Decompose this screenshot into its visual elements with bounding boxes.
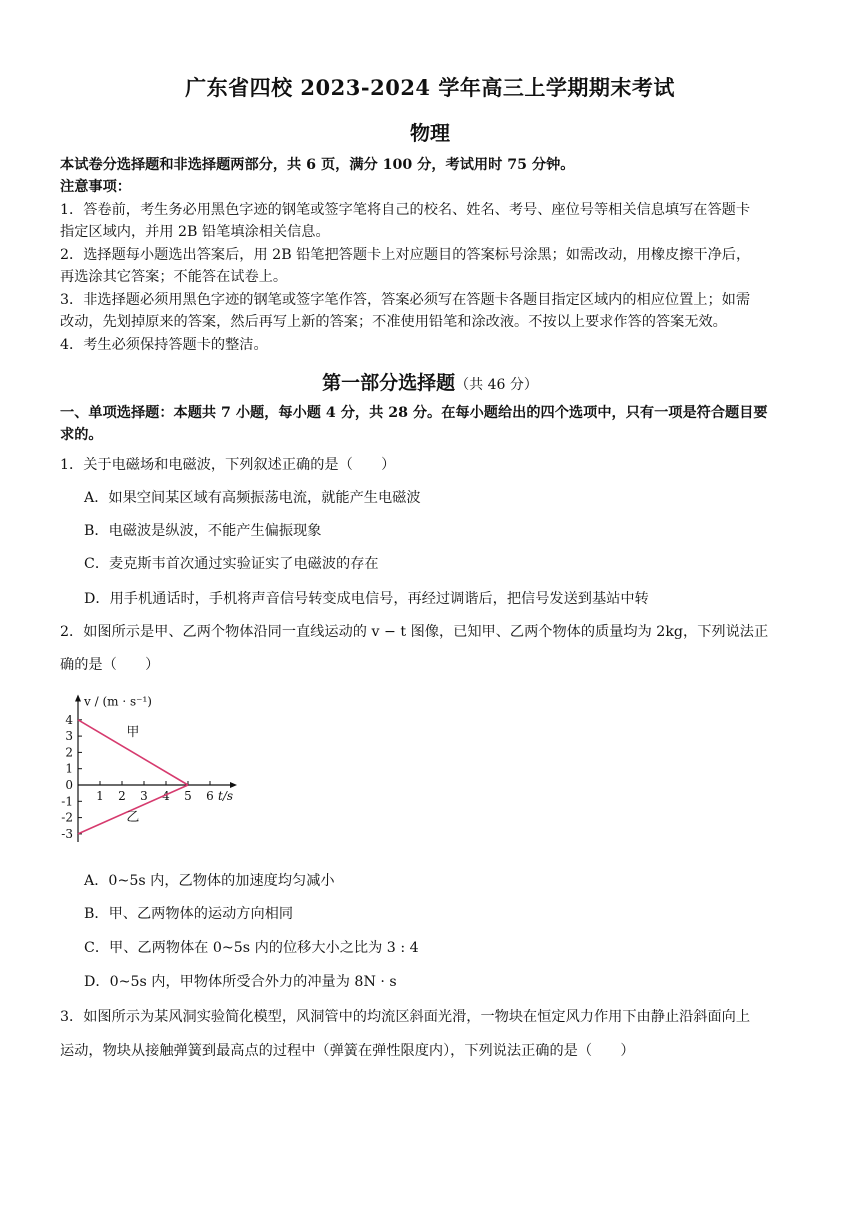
x-axis-arrow xyxy=(230,782,237,788)
notice-line: 4．考生必须保持答题卡的整洁。 xyxy=(60,337,268,353)
question-option: D．0~5s 内，甲物体所受合外力的冲量为 8N · s xyxy=(84,974,397,990)
vt-graph xyxy=(58,686,258,851)
y-tick-label: 1 xyxy=(65,761,73,776)
y-tick-label: 3 xyxy=(65,729,73,744)
subject-title: 物理 xyxy=(410,121,450,145)
y-tick-label: -3 xyxy=(61,826,73,841)
question-option: A．如果空间某区域有高频振荡电流，就能产生电磁波 xyxy=(84,490,421,506)
question-option: A．0~5s 内，乙物体的加速度均匀减小 xyxy=(84,873,335,889)
question-option: D．用手机通话时，手机将声音信号转变成电信号，再经过调谐后，把信号发送到基站中转 xyxy=(84,591,649,607)
question-stem: 确的是（ ） xyxy=(60,657,160,673)
notice-line: 指定区域内，并用 2B 铅笔填涂相关信息。 xyxy=(60,224,330,240)
notice-line: 改动，先划掉原来的答案，然后再写上新的答案；不准使用铅笔和涂改液。不按以上要求作答的答案无效。 xyxy=(60,314,727,330)
notice-line: 1．答卷前，考生务必用黑色字迹的钢笔或签字笔将自己的校名、姓名、考号、座位号等相关信息填写在答题卡 xyxy=(60,202,751,218)
y-tick-label: -1 xyxy=(61,794,73,809)
question-stem: 运动，物块从接触弹簧到最高点的过程中（弹簧在弹性限度内），下列说法正确的是（ ） xyxy=(60,1043,635,1059)
question-option: C．麦克斯韦首次通过实验证实了电磁波的存在 xyxy=(84,556,379,572)
exam-title: 广东省四校 2023-2024 学年高三上学期期末考试 xyxy=(185,75,675,100)
section-title-text: 第一部分选择题 xyxy=(322,372,456,394)
y-axis-label: v / (m · s⁻¹) xyxy=(84,694,152,709)
question-stem: 2．如图所示是甲、乙两个物体沿同一直线运动的 v − t 图像，已知甲、乙两个物体的质量均为 2kg，下列说法正 xyxy=(60,624,769,640)
question-option: B．电磁波是纵波，不能产生偏振现象 xyxy=(84,523,322,539)
x-tick-label: 4 xyxy=(162,789,170,803)
section-instruction: 求的。 xyxy=(60,427,103,443)
section-instruction: 一、单项选择题：本题共 7 小题，每小题 4 分，共 28 分。在每小题给出的四个选项中，只有一项是符合题目要 xyxy=(60,405,768,421)
question-stem: 1．关于电磁场和电磁波，下列叙述正确的是（ ） xyxy=(60,457,396,473)
question-option: B．甲、乙两物体的运动方向相同 xyxy=(84,906,294,922)
y-tick-label: 0 xyxy=(65,778,73,792)
section-title xyxy=(0,368,860,395)
x-axis-label: t/s xyxy=(218,789,234,803)
question-stem: 3．如图所示为某风洞实验简化模型，风洞管中的均流区斜面光滑，一物块在恒定风力作用下由静止沿斜面向上 xyxy=(60,1009,751,1025)
y-axis-arrow xyxy=(75,695,81,702)
section-score-note: （共 46 分） xyxy=(455,377,538,393)
notice-line: 2．选择题每小题选出答案后，用 2B 铅笔把答题卡上对应题目的答案标号涂黑；如需改动，用橡皮擦干净后， xyxy=(60,247,751,263)
y-tick-label: 2 xyxy=(65,745,73,760)
exam-summary: 本试卷分选择题和非选择题两部分，共 6 页，满分 100 分，考试用时 75 分钟。 xyxy=(60,157,575,173)
x-tick-label: 3 xyxy=(140,789,148,803)
notice-line: 3．非选择题必须用黑色字迹的钢笔或签字笔作答，答案必须写在答题卡各题目指定区域内的相应位置上；如需 xyxy=(60,292,751,308)
y-tick-label: 4 xyxy=(65,712,73,727)
notice-heading: 注意事项： xyxy=(60,179,131,195)
question-option: C．甲、乙两物体在 0~5s 内的位移大小之比为 3 : 4 xyxy=(84,940,419,956)
y-tick-label: -2 xyxy=(61,810,73,825)
x-tick-label: 1 xyxy=(96,789,104,803)
series-label: 乙 xyxy=(126,809,140,825)
x-tick-label: 5 xyxy=(184,789,192,803)
x-tick-label: 2 xyxy=(118,789,126,803)
x-tick-label: 6 xyxy=(206,789,214,803)
notice-line: 再选涂其它答案；不能答在试卷上。 xyxy=(60,269,288,285)
series-label: 甲 xyxy=(126,725,140,741)
